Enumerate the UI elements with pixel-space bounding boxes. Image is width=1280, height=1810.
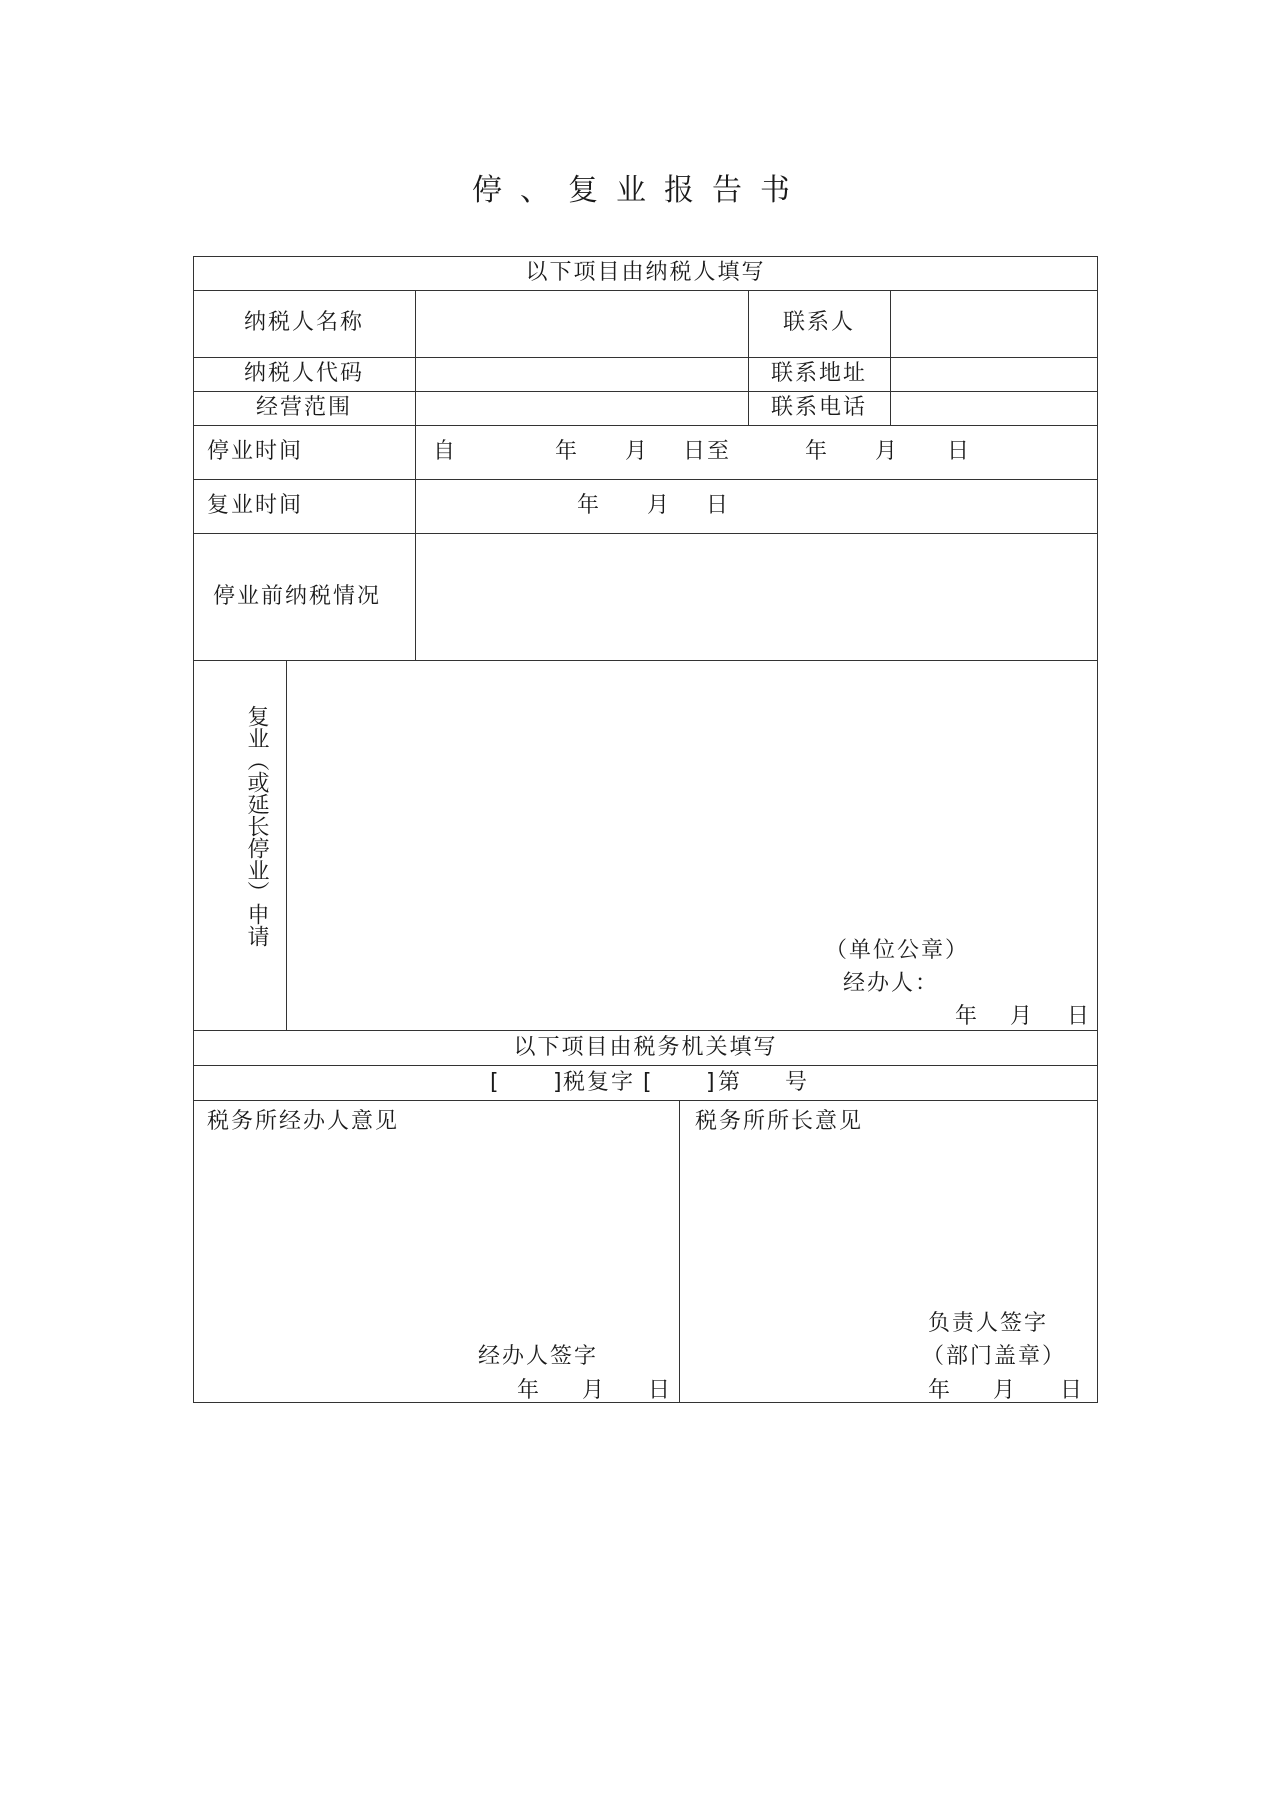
divider bbox=[679, 1100, 680, 1403]
divider bbox=[890, 290, 891, 425]
taxpayer-name-field[interactable] bbox=[417, 292, 747, 356]
contact-address-label: 联系地址 bbox=[770, 361, 867, 386]
contact-phone-field[interactable] bbox=[892, 393, 1097, 424]
divider bbox=[193, 660, 1098, 661]
suspend-start-month-text: 月 bbox=[625, 439, 650, 464]
divider bbox=[193, 479, 1098, 480]
suspend-from-text: 自 bbox=[433, 439, 458, 464]
contact-person-field[interactable] bbox=[892, 292, 1097, 356]
tax-before-suspension-label: 停业前纳税情况 bbox=[213, 584, 382, 609]
handler-opinion-label: 税务所经办人意见 bbox=[207, 1109, 400, 1134]
divider bbox=[193, 391, 1098, 392]
dept-seal-label: （部门盖章） bbox=[922, 1344, 1067, 1369]
resume-year-text: 年 bbox=[577, 493, 602, 518]
suspend-start-year-text: 年 bbox=[555, 439, 580, 464]
taxpayer-code-label: 纳税人代码 bbox=[243, 361, 364, 386]
suspend-day-to-text: 日至 bbox=[683, 439, 732, 464]
resume-time-label: 复业时间 bbox=[207, 493, 304, 518]
director-opinion-field[interactable] bbox=[681, 1135, 1096, 1300]
bracket-open-2: [ bbox=[643, 1070, 654, 1095]
taxpayer-name-label: 纳税人名称 bbox=[243, 310, 364, 335]
tax-prefix-field[interactable] bbox=[505, 1068, 550, 1096]
contact-person-label: 联系人 bbox=[782, 310, 855, 335]
resume-month-text: 月 bbox=[647, 493, 672, 518]
director-opinion-label: 税务所所长意见 bbox=[695, 1109, 864, 1134]
page-title: 停、复业报告书 bbox=[472, 173, 808, 208]
suspend-time-field[interactable] bbox=[417, 427, 1097, 478]
handler-sign-month-text: 月 bbox=[582, 1378, 607, 1403]
di-text: 第 bbox=[718, 1070, 743, 1095]
suspend-end-year-text: 年 bbox=[805, 439, 830, 464]
business-scope-field[interactable] bbox=[417, 393, 747, 424]
divider bbox=[193, 290, 1098, 291]
tax-office-section-header: 以下项目由税务机关填写 bbox=[513, 1035, 778, 1060]
divider bbox=[193, 357, 1098, 358]
tax-year-field[interactable] bbox=[658, 1068, 703, 1096]
application-label: 复业（或延长停业）申请 bbox=[244, 705, 269, 947]
application-year-text: 年 bbox=[955, 1004, 980, 1029]
handler-label: 经办人： bbox=[843, 971, 940, 996]
unit-seal-label: （单位公章） bbox=[825, 938, 970, 963]
suspend-time-label: 停业时间 bbox=[207, 439, 304, 464]
divider bbox=[286, 660, 287, 1030]
director-sign-year-text: 年 bbox=[928, 1378, 953, 1403]
application-field[interactable] bbox=[288, 662, 1097, 1029]
application-month-text: 月 bbox=[1010, 1004, 1035, 1029]
resume-time-field[interactable] bbox=[417, 481, 1097, 532]
bracket-close-1: ] bbox=[553, 1070, 564, 1095]
handler-opinion-field[interactable] bbox=[195, 1135, 677, 1335]
divider bbox=[415, 290, 416, 660]
director-sign-label: 负责人签字 bbox=[928, 1311, 1049, 1336]
contact-phone-label: 联系电话 bbox=[770, 395, 867, 420]
director-sign-day-text: 日 bbox=[1060, 1378, 1085, 1403]
hao-text: 号 bbox=[785, 1070, 810, 1095]
resume-day-text: 日 bbox=[706, 493, 731, 518]
taxpayer-section-header: 以下项目由纳税人填写 bbox=[525, 260, 766, 285]
tax-resume-char-text: 税复字 bbox=[563, 1070, 636, 1095]
divider bbox=[193, 1030, 1098, 1031]
bracket-open-1: [ bbox=[490, 1070, 501, 1095]
contact-address-field[interactable] bbox=[892, 359, 1097, 390]
suspend-end-month-text: 月 bbox=[875, 439, 900, 464]
handler-sign-day-text: 日 bbox=[648, 1378, 673, 1403]
handler-sign-label: 经办人签字 bbox=[478, 1344, 599, 1369]
business-scope-label: 经营范围 bbox=[255, 395, 352, 420]
tax-before-suspension-field[interactable] bbox=[417, 535, 1097, 659]
director-sign-month-text: 月 bbox=[993, 1378, 1018, 1403]
divider bbox=[193, 533, 1098, 534]
divider bbox=[193, 425, 1098, 426]
suspend-end-day-text: 日 bbox=[947, 439, 972, 464]
bracket-close-2: ] bbox=[706, 1070, 717, 1095]
taxpayer-code-field[interactable] bbox=[417, 359, 747, 390]
application-day-text: 日 bbox=[1067, 1004, 1092, 1029]
divider bbox=[193, 1065, 1098, 1066]
divider bbox=[193, 1100, 1098, 1101]
handler-sign-year-text: 年 bbox=[517, 1378, 542, 1403]
doc-number-field[interactable] bbox=[745, 1068, 785, 1096]
